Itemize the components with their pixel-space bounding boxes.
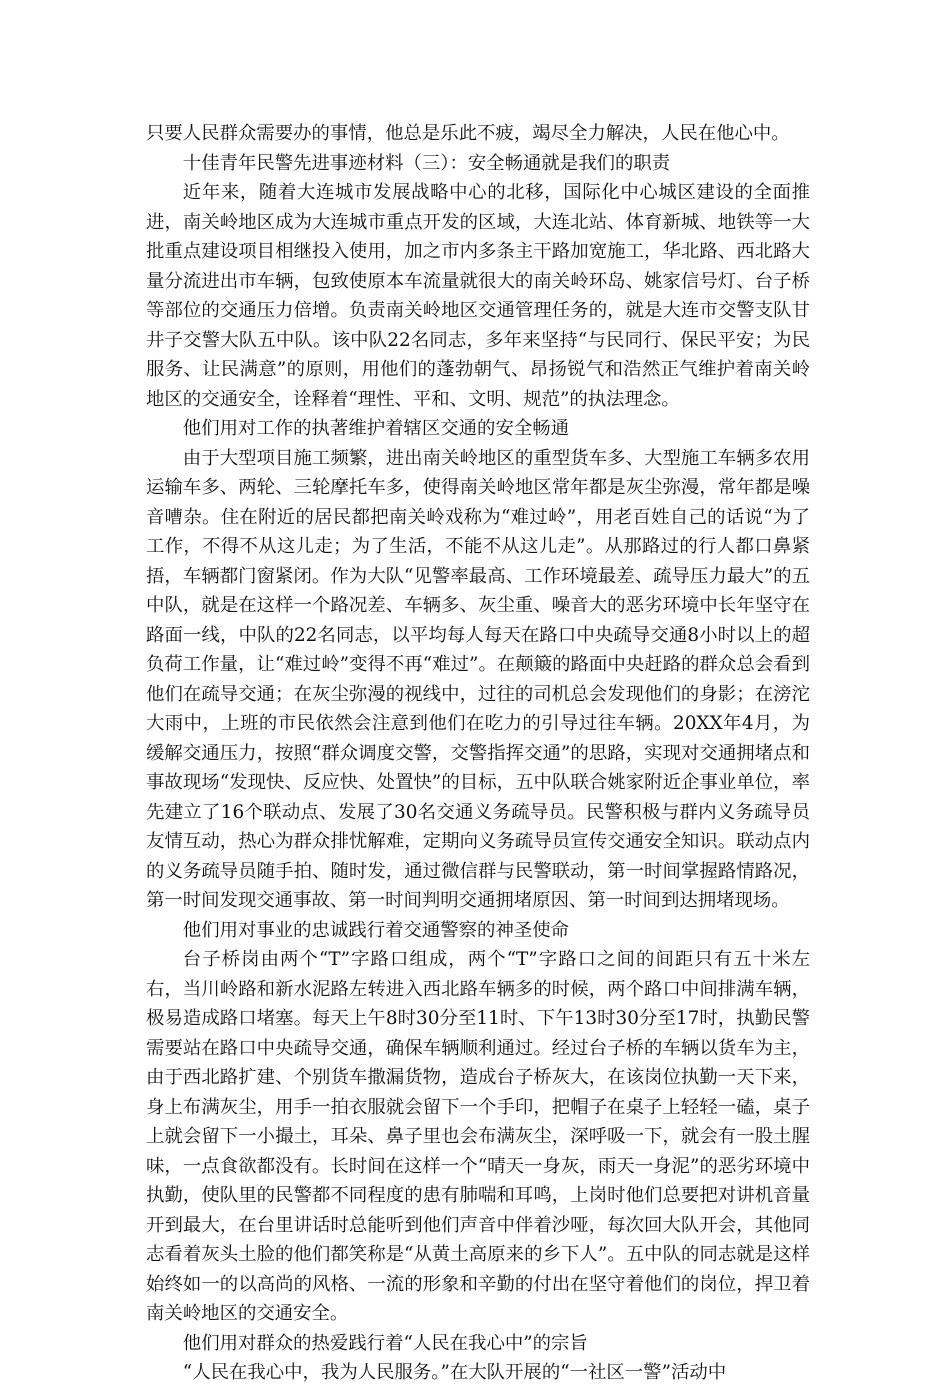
document-body <box>146 119 810 1388</box>
article-title: 十佳青年民警先进事迹材料（三）：安全畅通就是我们的职责 <box>182 152 671 174</box>
body-paragraph: “人民在我心中，我为人民服务。”在大队开展的“一社区一警”活动中 <box>182 1362 727 1383</box>
body-paragraph: 由于大型项目施工频繁，进出南关岭地区的重型货车多、大型施工车辆多农用运输车多、两轮、三轮摩托车多，使得南关岭地区常年都是灰尘弥漫，常年都是噪音嘈杂。住在附近的居民都把南关岭戏称为“难过岭”，用老百姓自己的话说“为了工作，不得不从这儿走；为了生活，不能不从这儿走”。从那路过的行人都口鼻紧捂，车辆都门窗紧闭。作为大队“见警率最高、工作环境最差、疏导压力最大”的五中队，就是在这样一个路况差、车辆多、灰尘重、噪音大的恶劣环境中长年坚守在路面一线，中队的22名同志，以平均每人每天在路口中央疏导交通8小时以上的超负荷工作量，让“难过岭”变得不再“难过”。在颠簸的路面中央赶路的群众总会看到他们在疏导交通；在灰尘弥漫的视线中，过往的司机总会发现他们的身影；在滂沱大雨中，上班的市民依然会注意到他们在吃力的引导过往车辆。20XX年4月，为缓解交通压力，按照“群众调度交警，交警指挥交通”的思路，实现对交通拥堵点和事故现场“发现快、反应快、处置快”的目标，五中队联合姚家附近企事业单位，率先建立了16个联动点、发展了30名交通义务疏导员。民警积极与群内义务疏导员友情互动，热心为群众排忧解难，定期向义务疏导员宣传交通安全知识。联动点内的义务疏导员随手拍、随时发，通过微信群与民警联动，第一时间掌握路情路况，第一时间发现交通事故、第一时间判明交通拥堵原因、第一时间到达拥堵现场。 <box>146 447 810 911</box>
section-heading: 他们用对群众的热爱践行着“人民在我心中”的宗旨 <box>182 1332 588 1354</box>
section-heading: 他们用对工作的执著维护着辖区交通的安全畅通 <box>182 418 570 439</box>
section-heading: 他们用对事业的忠诚践行着交通警察的神圣使命 <box>182 919 570 941</box>
continuation-paragraph: 只要人民群众需要办的事情，他总是乐此不疲，竭尽全力解决，人民在他心中。 <box>146 123 790 144</box>
body-paragraph: 近年来，随着大连城市发展战略中心的北移，国际化中心城区建设的全面推进，南关岭地区成为大连城市重点开发的区域，大连北站、体育新城、地铁等一大批重点建设项目相继投入使用，加之市内多条主干路加宽施工，华北路、西北路大量分流进出市车辆，包致使原本车流量就很大的南关岭环岛、姚家信号灯、台子桥等部位的交通压力倍增。负责南关岭地区交通管理任务的，就是大连市交警支队甘井子交警大队五中队。该中队22名同志，多年来坚持“与民同行、保民平安；为民服务、让民满意”的原则，用他们的蓬勃朝气、昂扬锐气和浩然正气维护着南关岭地区的交通安全，诠释着“理性、平和、文明、规范”的执法理念。 <box>146 182 810 410</box>
body-paragraph: 台子桥岗由两个“T”字路口组成，两个“T”字路口之间的间距只有五十米左右，当川岭路和新水泥路左转进入西北路车辆多的时候，两个路口中间排满车辆，极易造成路口堵塞。每天上午8时30分至11时、下午13时30分至17时，执勤民警需要站在路口中央疏导交通，确保车辆顺利通过。经过台子桥的车辆以货车为主，由于西北路扩建、个别货车撒漏货物，造成台子桥灰大，在该岗位执勤一天下来，身上布满灰尘，用手一拍衣服就会留下一个手印，把帽子在桌子上轻轻一磕，桌子上就会留下一小撮土，耳朵、鼻子里也会布满灰尘，深呼吸一下，就会有一股土腥味，一点食欲都没有。长时间在这样一个“晴天一身灰，雨天一身泥”的恶劣环境中执勤，使队里的民警都不同程度的患有肺喘和耳鸣，上岗时他们总要把对讲机音量开到最大，在台里讲话时总能听到他们声音中伴着沙哑，每次回大队开会，其他同志看着灰头土脸的他们都笑称是“从黄土高原来的乡下人”。五中队的同志就是这样始终如一的以高尚的风格、一流的形象和辛勤的付出在坚守着他们的岗位，捍卫着南关岭地区的交通安全。 <box>146 949 810 1324</box>
